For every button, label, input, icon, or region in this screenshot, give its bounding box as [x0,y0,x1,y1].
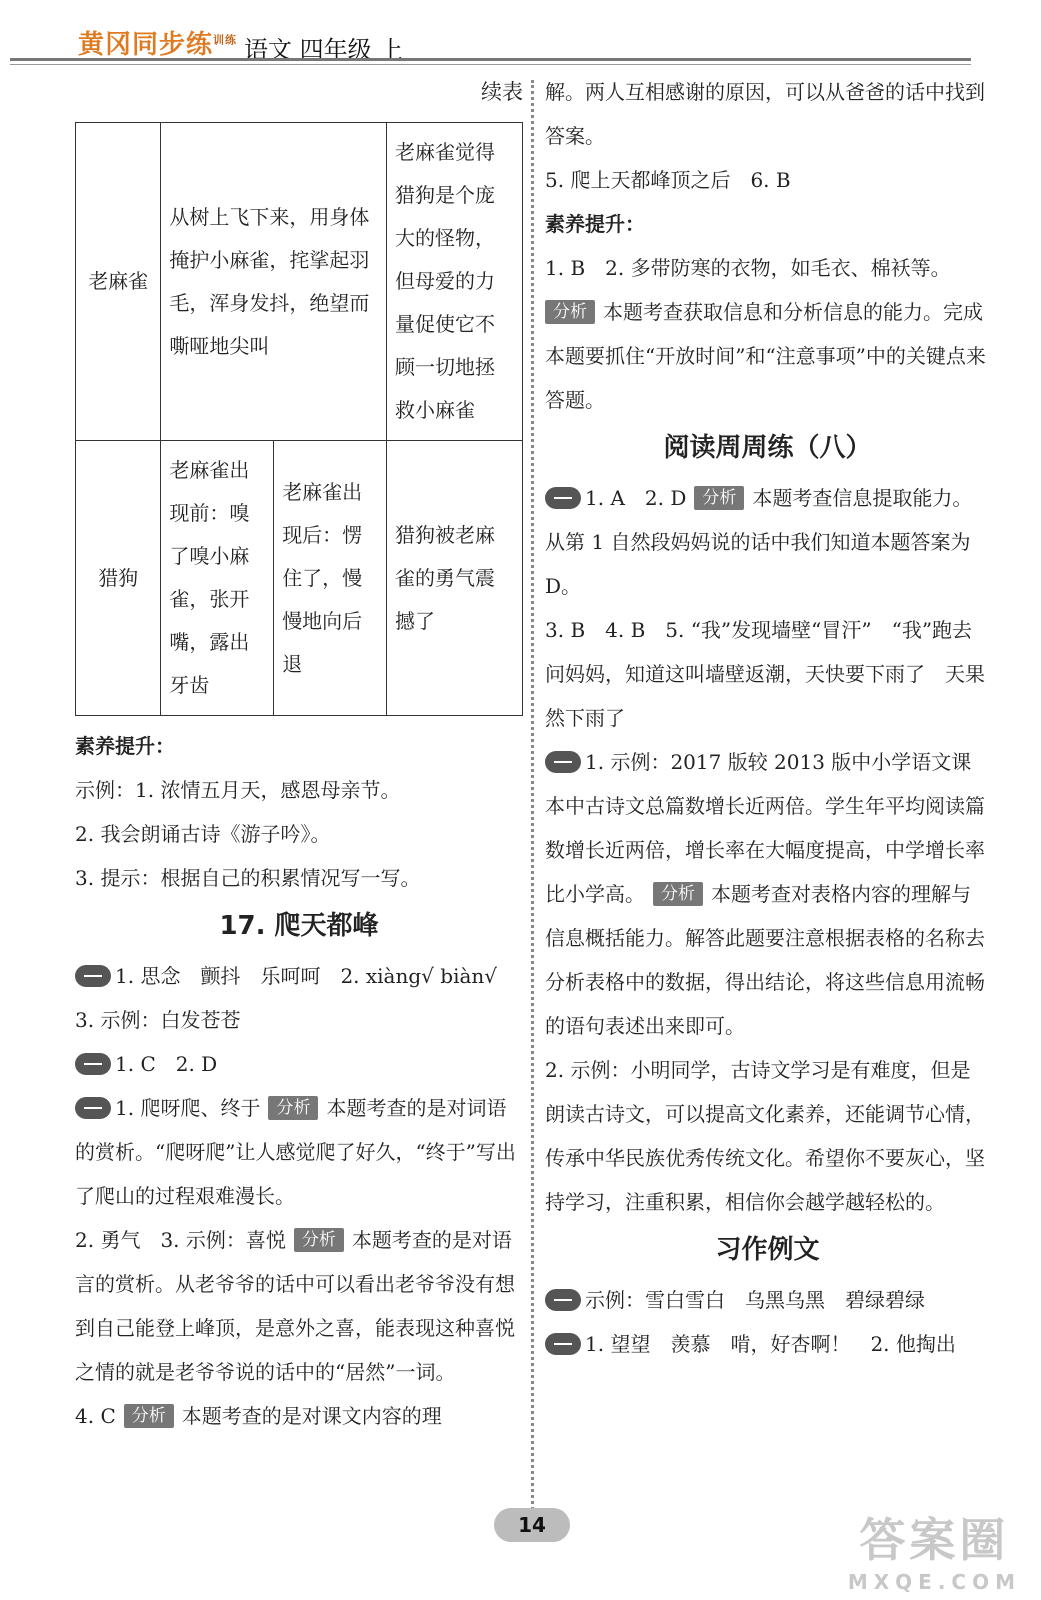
analysis-tag: 分析 [545,300,595,324]
section-two-icon [75,1053,111,1075]
table-cell: 猎狗被老麻雀的勇气震撼了 [386,441,522,716]
header-rule [10,58,971,61]
answer-line: 2. 勇气 3. 示例：喜悦 分析 本题考查的是对语言的赏析。从老爷爷的话中可以看出老爷爷没有想到自己能登上峰顶，是意外之喜，能表现这种喜悦之情的就是老爷爷说的话中的“居然”一词。 [75,1228,515,1384]
page-number: 14 [494,1508,570,1542]
answer-line: 2. 我会朗诵古诗《游子吟》。 [75,822,331,846]
answer-line: 4. C 分析 本题考查的是对课文内容的理 [75,1404,442,1428]
table-cell: 老麻雀出现后：愣住了，慢慢地向后退 [274,441,387,716]
answer-line: 1. 示例：2017 版较 2013 版中小学语文课本中古诗文总篇数增长近两倍。学生年平均阅读篇数增长近两倍，增长率在大幅度提高，中学增长率比小学高。 分析 本题考查对表格内容的理解与信息概括能力。解答此题要注意根据表格的名称去分析表格中的数据，得出结论，将这些信息用流畅的语句表述出来即可。 [545,750,985,1038]
lesson-title: 阅读周周练（八） [663,433,872,463]
answer-line: 示例：雪白雪白 乌黑乌黑 碧绿碧绿 [545,1278,990,1322]
answer-line: 1. C 2. D [75,1042,523,1086]
section-one-icon [545,1289,581,1311]
answer-line: 5. 爬上天都峰顶之后 6. B [545,168,791,192]
answer-line: 3. B 4. B 5. “我”发现墙壁“冒汗” “我”跑去问妈妈，知道这叫墙壁返潮，天快要下雨了 天果然下雨了 [545,618,985,730]
analysis-tag: 分析 [124,1404,174,1428]
column-divider [531,80,534,1510]
left-column [75,70,523,1438]
answer-line: 1. A 2. D 分析 本题考查信息提取能力。从第 1 自然段妈妈说的话中我们知道本题答案为 D。 [545,486,973,598]
table-cell: 老麻雀出现前：嗅了嗅小麻雀，张开嘴，露出牙齿 [161,441,274,716]
continued-label: 续表 [481,80,523,104]
section-one-icon [545,487,581,509]
answer-line: 解。两人互相感谢的原因，可以从爸爸的话中找到答案。 [545,80,985,148]
table-row [76,123,523,441]
section-two-icon [545,751,581,773]
analysis-tag: 分析 [694,486,744,510]
right-column [545,70,990,1366]
answer-line: 1. 思念 颤抖 乐呵呵 2. xiàng√ biàn√ 3. 示例：白发苍苍 [75,964,518,1032]
answer-line: 3. 提示：根据自己的积累情况写一写。 [75,866,421,890]
section-heading: 素养提升： [75,734,175,758]
table-cell: 从树上飞下来，用身体掩护小麻雀，挓挲起羽毛，浑身发抖，绝望而嘶哑地尖叫 [161,123,387,441]
answer-line: 分析 本题考查获取信息和分析信息的能力。完成本题要抓住“开放时间”和“注意事项”中的关键点来答题。 [545,300,986,412]
header-rule-thin [10,64,971,65]
page-header [0,0,1041,70]
answer-line: 示例：1. 浓情五月天，感恩母亲节。 [75,778,401,802]
table-cell: 猎狗 [76,441,161,716]
table-cell: 老麻雀 [76,123,161,441]
watermark-logo: 答案圈 MXQE.COM [847,1513,1021,1594]
table-cell: 老麻雀觉得猎狗是个庞大的怪物，但母爱的力量促使它不顾一切地拯救小麻雀 [386,123,522,441]
analysis-tag: 分析 [653,882,703,906]
analysis-tag: 分析 [294,1228,344,1252]
section-two-icon [545,1333,581,1355]
section-three-icon [75,1097,111,1119]
answer-line: 1. B 2. 多带防寒的衣物，如毛衣、棉袄等。 [545,256,951,280]
answer-line: 1. 爬呀爬、终于 分析 本题考查的是对词语的赏析。“爬呀爬”让人感觉爬了好久，“终于”写出了爬山的过程艰难漫长。 [75,1096,516,1208]
analysis-tag: 分析 [268,1096,318,1120]
section-one-icon [75,965,111,987]
lesson-title: 17. 爬天都峰 [219,911,379,941]
answer-line: 1. 望望 羡慕 啃，好杏啊！ 2. 他掏出 [545,1322,990,1366]
lesson-title: 习作例文 [715,1235,820,1265]
brand-logo: 黄冈同步练$^{训练}$ [78,30,238,60]
answer-line: 2. 示例：小明同学，古诗文学习是有难度，但是朗读古诗文，可以提高文化素养，还能调节心情，传承中华民族优秀传统文化。希望你不要灰心，坚持学习，注重积累，相信你会越学越轻松的。 [545,1058,985,1214]
answer-table [75,122,523,716]
section-heading: 素养提升： [545,212,645,236]
table-row [76,441,523,716]
subject-title: 语文 四年级 上 [244,36,404,64]
